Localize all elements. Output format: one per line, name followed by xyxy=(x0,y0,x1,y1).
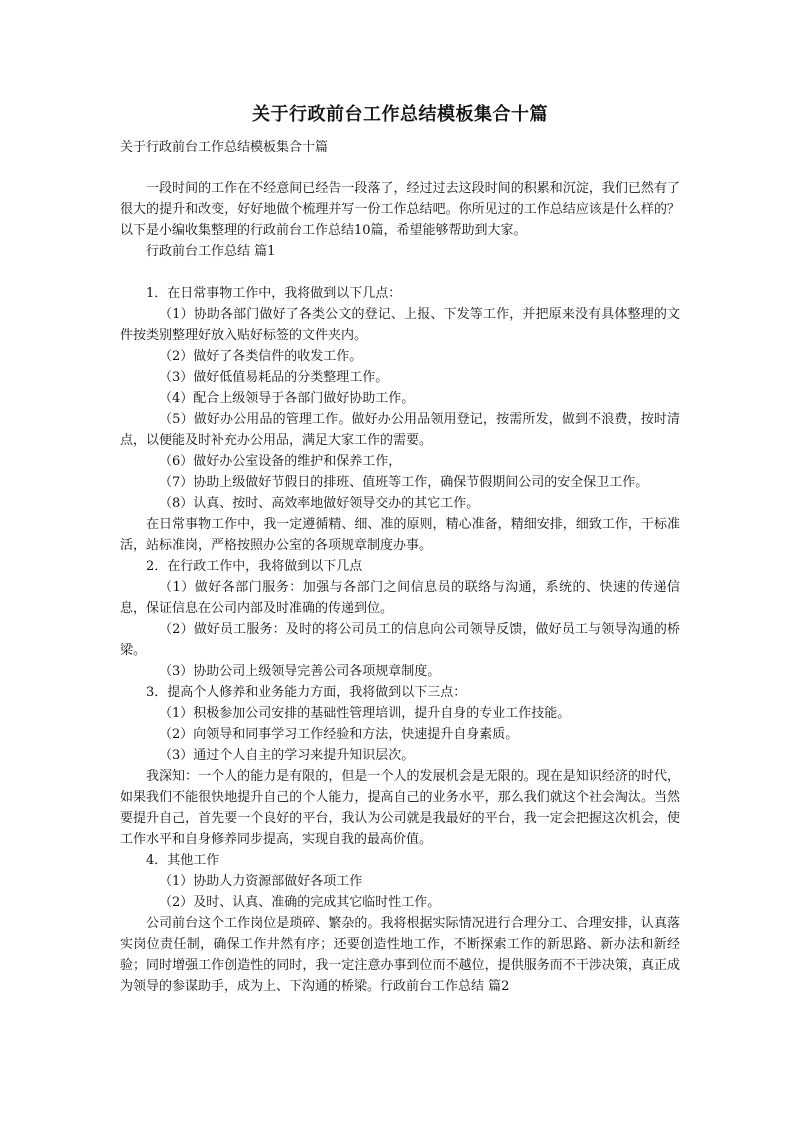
paragraph-item-2: 2．在行政工作中，我将做到以下几点 xyxy=(146,559,363,574)
paragraph-subitem-3-3: （3）通过个人自主的学习来提升知识层次。 xyxy=(159,748,415,763)
paragraph-subitem-4-1: （1）协助人力资源部做好各项工作 xyxy=(159,874,363,889)
document-title: 关于行政前台工作总结模板集合十篇 xyxy=(252,104,548,125)
paragraph-daily-work: 在日常事物工作中，我一定遵循精、细、准的原则，精心准备，精细安排，细致工作，干标准活，站标准岗，严格按照办公室的各项规章制度办事。 xyxy=(120,517,680,553)
paragraph-subitem-1-2: （2）做好了各类信件的收发工作。 xyxy=(159,349,363,364)
paragraph-subitem-1-3: （3）做好低值易耗品的分类整理工作。 xyxy=(159,370,389,385)
paragraph-item-4: 4．其他工作 xyxy=(146,853,220,868)
section-heading-1: 行政前台工作总结 篇1 xyxy=(146,244,276,259)
paragraph-subitem-1-8: （8）认真、按时、高效率地做好领导交办的其它工作。 xyxy=(159,496,480,511)
paragraph-subitem-1-4: （4）配合上级领导于各部门做好协助工作。 xyxy=(159,391,415,406)
paragraph-item-3: 3．提高个人修养和业务能力方面，我将做到以下三点： xyxy=(146,685,467,700)
paragraph-subitem-1-1: （1）协助各部门做好了各类公文的登记、上报、下发等工作，并把原来没有具体整理的文件按类别整理好放入贴好标签的文件夹内。 xyxy=(120,307,680,343)
document-page xyxy=(120,100,680,997)
paragraph-subitem-3-1: （1）积极参加公司安排的基础性管理培训，提升自身的专业工作技能。 xyxy=(159,706,571,721)
paragraph-subitem-2-1: （1）做好各部门服务：加强与各部门之间信息员的联络与沟通，系统的、快速的传递信息，保证信息在公司内部及时准确的传递到位。 xyxy=(120,580,680,616)
document-subtitle: 关于行政前台工作总结模板集合十篇 xyxy=(120,140,329,155)
paragraph-subitem-2-3: （3）协助公司上级领导完善公司各项规章制度。 xyxy=(159,664,441,679)
paragraph-intro: 一段时间的工作在不经意间已经告一段落了，经过过去这段时间的积累和沉淀，我们已然有了很大的提升和改变，好好地做个梳理并写一份工作总结吧。你所见过的工作总结应该是什么样的？以下是小编收集整理的行政前台工作总结10篇，希望能够帮助到大家。 xyxy=(120,181,680,238)
paragraph-knowledge: 我深知：一个人的能力是有限的，但是一个人的发展机会是无限的。现在是知识经济的时代，如果我们不能很快地提升自己的个人能力，提高自己的业务水平，那么我们就这个社会淘汰。当然要提升自己，首先要一个良好的平台，我认为公司就是我最好的平台，我一定会把握这次机会，使工作水平和自身修养同步提高，实现自我的最高价值。 xyxy=(120,769,680,847)
paragraph-subitem-2-2: （2）做好员工服务：及时的将公司员工的信息向公司领导反馈，做好员工与领导沟通的桥梁。 xyxy=(120,622,680,658)
blank-line xyxy=(120,262,680,283)
document-body xyxy=(120,178,680,997)
paragraph-conclusion: 公司前台这个工作岗位是琐碎、繁杂的。我将根据实际情况进行合理分工、合理安排，认真落实岗位责任制，确保工作井然有序；还要创造性地工作，不断探索工作的新思路、新办法和新经验；同时增强工作创造性的同时，我一定注意办事到位而不越位，提供服务而不干涉决策，真正成为领导的参谋助手，成为上、下沟通的桥梁。行政前台工作总结 篇2 xyxy=(120,916,680,994)
paragraph-item-1: 1．在日常事物工作中，我将做到以下几点： xyxy=(146,286,402,301)
paragraph-subitem-4-2: （2）及时、认真、准确的完成其它临时性工作。 xyxy=(159,895,441,910)
paragraph-subitem-3-2: （2）向领导和同事学习工作经验和方法，快速提升自身素质。 xyxy=(159,727,519,742)
paragraph-subitem-1-5: （5）做好办公用品的管理工作。做好办公用品领用登记，按需所发，做到不浪费，按时清点，以便能及时补充办公用品，满足大家工作的需要。 xyxy=(120,412,680,448)
paragraph-subitem-1-7: （7）协助上级做好节假日的排班、值班等工作，确保节假期间公司的安全保卫工作。 xyxy=(159,475,649,490)
paragraph-subitem-1-6: （6）做好办公室设备的维护和保养工作， xyxy=(159,454,402,469)
